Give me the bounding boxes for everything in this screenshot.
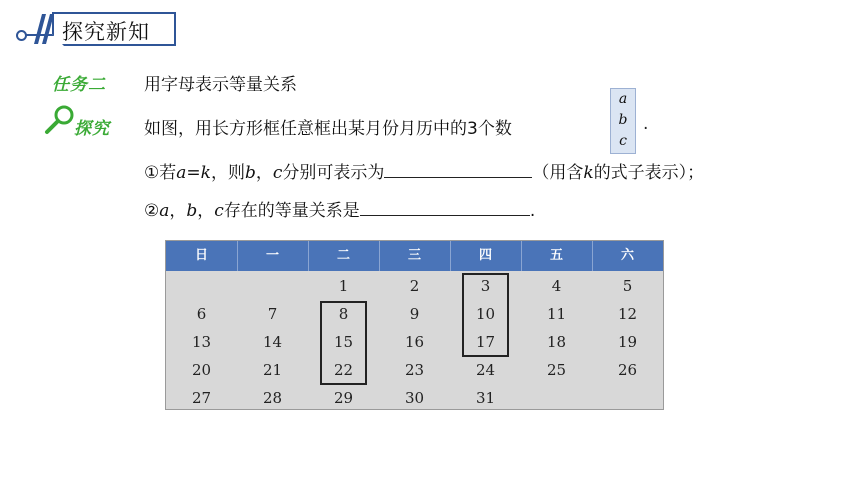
calendar-day [521,384,592,412]
header-separator [592,241,593,271]
calendar-day: 29 [333,389,354,407]
calendar-day: 24 [475,361,496,379]
calendar-day [166,272,237,300]
calendar-day: 28 [262,389,283,407]
q1-note-post: 的式子表示）； [593,163,705,183]
q1-text: 分别可表示为 [282,163,385,183]
calendar-day: 11 [546,305,567,323]
q2-period: . [529,201,536,221]
q2-var-c: c [214,201,224,221]
task-tag: 任务二 [52,75,106,95]
q2-prefix: ② [144,201,160,221]
calendar-day: 12 [617,305,638,323]
q1-then: ，则 [210,163,245,183]
calendar-day: 9 [409,305,420,323]
weekday-header: 五 [549,248,563,263]
header-stripes-icon [34,14,54,44]
selection-frame [462,273,509,357]
calendar-day: 26 [617,361,638,379]
calendar-day: 23 [404,361,425,379]
explore-line1 [144,114,512,139]
calendar-day: 1 [338,277,349,295]
q1-prefix: ①若 [144,163,177,183]
q2-var-a: a [159,201,170,221]
header-separator [237,241,238,271]
q1-comma: ， [255,163,273,183]
q1-note-pre: （用含 [532,163,584,183]
header-separator [308,241,309,271]
calendar-day [237,272,308,300]
calendar-header [166,241,663,271]
q1-var-a: a [176,163,187,183]
calendar-day: 3 [480,277,491,295]
calendar-day: 15 [333,333,354,351]
header-separator [379,241,380,271]
calendar-day: 27 [191,389,212,407]
line1-text: 如图，用长方形框任意框出某月份月历中的3个数 [144,119,512,139]
task-title: 用字母表示等量关系 [144,75,297,95]
calendar-day: 13 [191,333,212,351]
weekday-header: 日 [194,248,208,263]
q2-var-b: b [186,201,198,221]
q1-note-k: k [583,163,594,183]
calendar-day: 7 [267,305,278,323]
calendar-day: 8 [338,305,349,323]
q1-var-b: b [244,163,256,183]
q2-text: 存在的等量关系是 [223,201,360,221]
q1-answer-blank[interactable] [384,177,532,178]
calendar-day: 2 [409,277,420,295]
calendar-day: 14 [262,333,283,351]
calendar-day: 20 [191,361,212,379]
weekday-header: 六 [620,248,634,263]
abc-box [610,88,636,154]
abc-c: c [619,133,627,149]
calendar-day: 6 [196,305,207,323]
calendar-day: 22 [333,361,354,379]
month-calendar [165,240,664,410]
calendar-day: 17 [475,333,496,351]
q1-var-k: k [200,163,211,183]
calendar-day: 10 [475,305,496,323]
magnifier-icon [44,104,78,136]
calendar-day: 21 [262,361,283,379]
calendar-day: 4 [551,277,562,295]
q1-var-c: c [272,163,283,183]
calendar-day: 25 [546,361,567,379]
calendar-day: 19 [617,333,638,351]
section-title: 探究新知 [62,20,150,44]
explore-tag: 探究 [74,119,110,139]
line1-period: . [643,114,649,134]
q1-equals: = [186,163,201,183]
header-separator [521,241,522,271]
question-2 [144,196,535,221]
calendar-day: 16 [404,333,425,351]
abc-a: a [618,91,628,107]
calendar-day: 31 [475,389,496,407]
q2-comma-1: ， [169,201,187,221]
calendar-day [592,384,663,412]
weekday-header: 一 [265,248,279,263]
weekday-header: 二 [336,248,350,263]
abc-b: b [618,112,628,128]
question-1 [144,158,704,183]
q2-answer-blank[interactable] [360,215,530,216]
q2-comma-2: ， [197,201,215,221]
weekday-header: 四 [478,248,492,263]
weekday-header: 三 [407,248,421,263]
selection-frame [320,301,367,385]
calendar-day: 5 [622,277,633,295]
header-dot [16,30,27,41]
calendar-day: 18 [546,333,567,351]
calendar-day: 30 [404,389,425,407]
header-separator [450,241,451,271]
